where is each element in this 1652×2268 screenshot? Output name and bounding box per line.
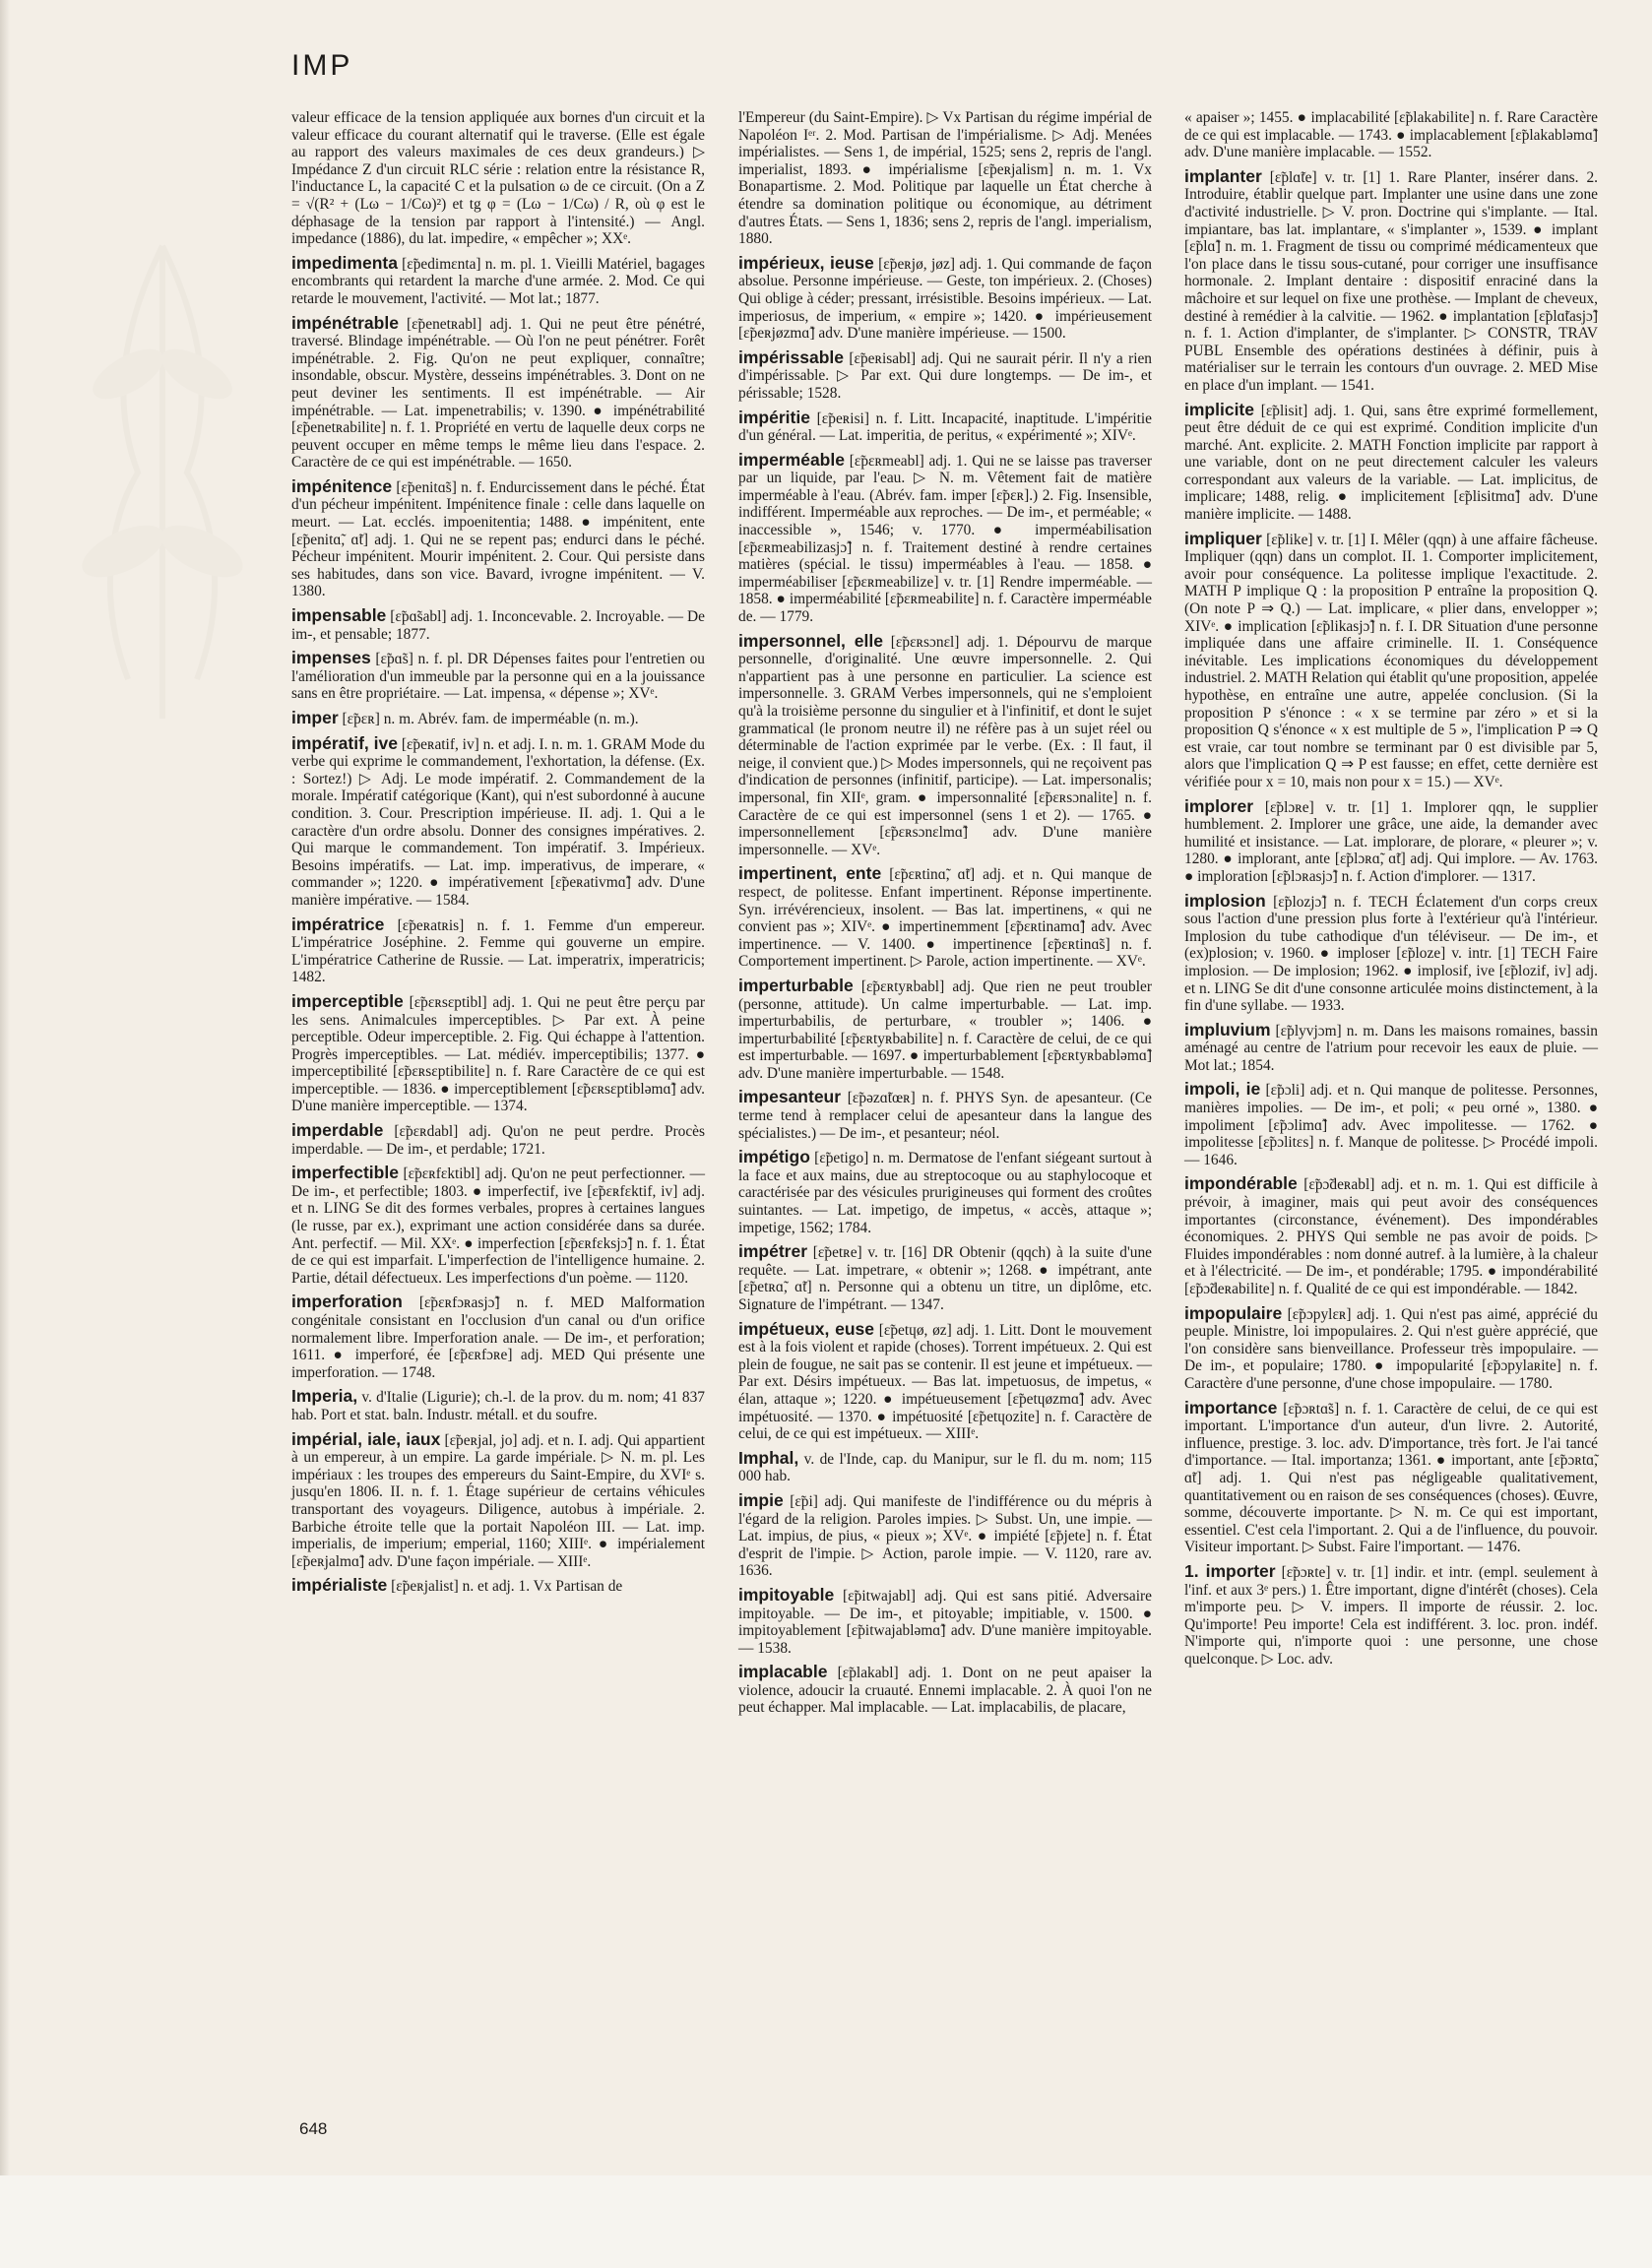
headword: impérialiste (291, 1575, 388, 1596)
headword: implanter (1184, 165, 1262, 186)
entry-definition: [ɛ̃plyvjɔm] n. m. Dans les maisons romaines, bassin aménagé au centre de l'atrium pour recevoir les eaux de pluie. — Mot lat.; 1854. (1184, 1022, 1598, 1074)
entry-definition: [ɛ̃pɛʀdabl] adj. Qu'on ne peut perdre. Procès imperdable. — De im-, et perdable; 1721. (291, 1123, 705, 1158)
page-number: 648 (299, 2119, 328, 2138)
entry-definition: [ɛ̃pɛʀtinɑ̃, ɑ̃t] adj. et n. Qui manque de respect, de politesse. Enfant impertinent. Réponse impertinente. Syn. irrévérencieux, insolent. — Bas lat. impertinens, « qui ne convient pas »; XIVᵉ. ● impertinemment [ɛ̃pɛʀtinamɑ̃] adv. Avec impertinence. — V. 1400. ● impertinence [ɛ̃pɛʀtinɑ̃s] n. f. Comportement impertinent. ▷ Parole, action impertinente. — XVᵉ. (738, 866, 1152, 971)
dictionary-entry (738, 1489, 1152, 1580)
entry-definition: [ɛ̃plike] v. tr. [1] I. Mêler (qqn) à une affaire fâcheuse. Impliquer (qqn) dans un complot. II. 1. Comporter implicitement, avoir pour conséquence. La politesse implique l'exactitude. 2. MATH P implique Q : la proposition P entraîne la proposition Q. (On note P ⇒ Q.) — Lat. implicare, « plier dans, envelopper »; XIVᵉ. ● implication [ɛ̃plikasjɔ̃] n. f. I. DR Situation d'une personne impliquée dans une affaire criminelle. II. 1. Conséquence inévitable. Les implications économiques du développement industriel. 2. MATH Relation qui établit qu'une proposition, appelée hypothèse, en entraîne une autre, appelée conclusion. (Si la proposition P s'énonce : « x se termine par zéro » et si la proposition Q s'énonce « x est multiple de 5 », l'implication P ⇒ Q est vraie, car tout nombre se terminant par 0 est divisible par 5, alors que l'implication Q ⇒ P est fausse; en effet, cette dernière est vérifiée pour x = 10, mais non pour x = 15.) — XVᵉ. (1184, 531, 1598, 790)
headword: impie (738, 1489, 784, 1510)
entry-definition: [ɛ̃petɥø, øz] adj. 1. Litt. Dont le mouvement est à la fois violent et rapide (choses). Torrent impétueux. 2. Qui est plein de fougue, ne sait pas se contenir. Il est jeune et impétueux. — Par ext. Désirs impétueux. — Bas lat. impetuosus, de impetus, « élan, attaque »; 1220. ● impétueusement [ɛ̃petɥøzmɑ̃] adv. Avec impétuosité. — 1370. ● impétuosité [ɛ̃petɥozite] n. f. Caractère de celui, de ce qui est impétueux. — XIIIᵉ. (738, 1321, 1152, 1443)
headword: impératrice (291, 914, 385, 934)
dictionary-entry (738, 1318, 1152, 1443)
column-3 (1184, 109, 1598, 1674)
dictionary-entry (1184, 1302, 1598, 1393)
headword: impétrer (738, 1241, 808, 1262)
headword: impensable (291, 605, 387, 626)
entry-definition: [ɛ̃pɔʀtɑ̃s] n. f. 1. Caractère de celui, de ce qui est important. L'importance d'un auteur, d'un livre. 2. Autorité, influence, prestige. 3. loc. adv. D'importance, très fort. Je l'ai tancé d'importance. — Ital. importanza; 1361. ● important, ante [ɛ̃pɔʀtɑ̃, ɑ̃t] adj. 1. Qui n'est pas négligeable qualitativement, quantitativement ou en raison de ses conséquences (choses). Œuvre, somme, découverte importante. ▷ N. m. Ce qui est important, essentiel. C'est cela l'important. 2. Qui a de l'influence, du pouvoir. Visiteur important. ▷ Subst. Faire l'important. — 1476. (1184, 1400, 1598, 1556)
headword: impéritie (738, 407, 810, 427)
headword: imperforation (291, 1292, 403, 1312)
entry-definition: valeur efficace de la tension appliquée aux bornes d'un circuit et la valeur efficace du courant alternatif qui le traverse. (Elle est égale au rapport des valeurs maximales de ces deux grandeurs.) ▷ Impédance Z d'un circuit RLC série : relation entre la résistance R, l'inductance L, la capacité C et la pulsation ω de ce circuit. (On a Z = √(R² + (Lω − 1/Cω)²) et tg φ = (Lω − 1/Cω) / R, où φ est le déphasage de la tension par rapport à l'intensité.) — Angl. impedance (1886), du lat. impedire, « empêcher »; XXᵉ. (291, 109, 705, 248)
dictionary-entry (738, 346, 1152, 403)
faint-plant-watermark (69, 226, 256, 738)
dictionary-entry (291, 732, 705, 910)
headword: imperdable (291, 1120, 384, 1141)
dictionary-entry (738, 865, 1152, 971)
headword: impénétrable (291, 312, 399, 333)
headword: imper (291, 708, 339, 727)
dictionary-entry (1184, 795, 1598, 886)
dictionary-entry (1184, 165, 1598, 395)
running-head: IMP (291, 49, 353, 82)
headword: impopulaire (1184, 1302, 1283, 1323)
headword: impoli, ie (1184, 1079, 1261, 1100)
entry-definition: [ɛ̃pɛʀsɔnɛl] adj. 1. Dépourvu de marque personnelle, d'originalité. Une œuvre impersonnelle. 2. Qui n'appartient pas à une personne en particulier. La science est impersonnelle. 3. GRAM Verbes impersonnels, qui ne s'emploient qu'à la troisième personne du singulier et à l'infinitif, et dont le sujet grammatical (le pronom neutre il) ne réfère pas à un sujet réel ou déterminable de l'action exprimée par le verbe. (Ex. : Il faut, il neige, il convient que.) ▷ Modes impersonnels, qui ne reçoivent pas d'indication de personnes (infinitif, participe). — Lat. impersonalis; impersonal, fin XIIᵉ, gram. ● impersonnalité [ɛ̃pɛʀsɔnalite] n. f. Caractère de ce qui est impersonnel (sens 1 et 2). — 1765. ● impersonnellement [ɛ̃pɛʀsɔnɛlmɑ̃] adv. D'une manière impersonnelle. — XVᵉ. (738, 633, 1153, 858)
entry-definition: [ɛ̃peʀjalist] n. et adj. 1. Vx Partisan de (391, 1578, 623, 1596)
entry-definition: [ɛ̃pɔʀte] v. tr. [1] indir. et intr. (empl. seulement à l'inf. et aux 3ᵉ pers.) 1. Être important, digne d'intérêt (choses). Cela m'importe peu. ▷ V. impers. Il importe de réussir. 2. loc. Qu'importe! Peu importe! Cela est indifférent. 3. loc. pron. indéf. N'importe qui, n'importe quoi : une personne, une chose quelconque. ▷ Loc. adv. (1184, 1563, 1598, 1668)
dictionary-entry (738, 1664, 1152, 1717)
headword: implosion (1184, 890, 1266, 911)
entry-definition: [ɛ̃pɛʀmeabl] adj. 1. Qui ne se laisse pas traverser par un liquide, par l'eau. ▷ N. m. Vêtement fait de matière imperméable à l'eau. (Abrév. fam. imper [ɛ̃pɛʀ].) 2. Fig. Insensible, indifférent. Imperméable aux reproches. — De im-, et perméable; « inaccessible », 1546; v. 1770. ● imperméabilisation [ɛ̃pɛʀmeabilizasjɔ̃] n. f. Traitement destiné à rendre certaines matières (spécial. le tissu) imperméables à l'eau. — 1858. ● imperméabiliser [ɛ̃pɛʀmeabilize] v. tr. [1] Rendre imperméable. — 1858. ● imperméabilité [ɛ̃pɛʀmeabilite] n. f. Caractère imperméable de. — 1779. (738, 452, 1152, 626)
dictionary-entry (291, 1388, 705, 1423)
headword: imperméable (738, 449, 845, 470)
dictionary-entry (291, 252, 705, 308)
headword: impesanteur (738, 1087, 842, 1107)
headword: impénitence (291, 475, 393, 496)
dictionary-entry (291, 109, 705, 248)
entry-definition: l'Empereur (du Saint-Empire). ▷ Vx Partisan du régime impérial de Napoléon Iᵉʳ. 2. Mod. Partisan de l'impérialisme. ▷ Adj. Menées impérialistes. — Sens 1, de impérial, 1525; sens 2, repris de l'angl. imperialist, 1893. ● impérialisme [ɛ̃peʀjalism] n. m. 1. Vx Bonapartisme. 2. Mod. Politique par laquelle un État cherche à étendre sa domination politique ou économique, au détriment d'autres États. — Sens 1, 1836; sens 2, repris de l'angl. imperialism, 1880. (738, 109, 1152, 248)
entry-definition: [ɛ̃peʀisi] n. f. Litt. Incapacité, inaptitude. L'impéritie d'un général. — Lat. imperitia, de peritus, « expérimenté »; XIVᵉ. (738, 410, 1152, 445)
entry-definition: [ɛ̃peʀatif, iv] n. et adj. I. n. m. 1. GRAM Mode du verbe qui exprime le commandement, l'exhortation, la défense. (Ex. : Sortez!) ▷ Adj. Le mode impératif. 2. Commandement de la morale. Impératif catégorique (Kant), qui n'est subordonné à aucune condition. 3. Cour. Prescription impérieuse. II. adj. 1. Qui a le caractère d'un ordre absolu. Donner des consignes impératives. 2. Qui marque le commandement. Ton impératif. 3. Impérieux. Besoins impératifs. — Lat. imp. imperativus, de imperare, « commander »; 1220. ● impérativement [ɛ̃peʀativmɑ̃] adv. D'une manière impérative. — 1584. (291, 735, 705, 909)
entry-definition: [ɛ̃peʀatʀis] n. f. 1. Femme d'un empereur. L'impératrice Joséphine. 2. Femme qui gouverne un empire. L'impératrice Catherine de Russie. — Lat. imperatrix, imperatricis; 1482. (291, 916, 705, 986)
dictionary-entry (1184, 1019, 1598, 1075)
entry-definition: [ɛ̃peʀjal, jo] adj. et n. I. adj. Qui appartient à un empereur, à un empire. La garde impériale. ▷ N. m. pl. Les impériaux : les troupes des empereurs du Saint-Empire, du XVIᵉ s. jusqu'en 1806. II. n. f. 1. Étage supérieur de certains véhicules transportant des voyageurs. Diligence, autobus à impériale. 2. Barbiche étroite telle que la portait Napoléon III. — Lat. imp. imperialis, de imperium; emperial, 1160; XIIIᵉ. ● impérialement [ɛ̃peʀjalmɑ̃] adv. D'une façon impériale. — XIIIᵉ. (291, 1431, 705, 1570)
dictionary-entry (291, 607, 705, 643)
headword: impétueux, euse (738, 1318, 875, 1339)
dictionary-entry (1184, 109, 1598, 161)
headword: impérissable (738, 346, 844, 367)
headword: implicite (1184, 399, 1254, 419)
dictionary-entry (291, 1122, 705, 1158)
dictionary-entry (1184, 1397, 1598, 1556)
dictionary-entry (291, 475, 705, 600)
entry-definition: [ɛ̃pɑ̃sabl] adj. 1. Inconcevable. 2. Incroyable. — De im-, et pensable; 1877. (291, 608, 705, 643)
headword: importance (1184, 1397, 1278, 1418)
entry-definition: [ɛ̃peʀisabl] adj. Qui ne saurait périr. Il n'y a rien d'impérissable. ▷ Par ext. Qui dure longtemps. — De im-, et périssable; 1528. (738, 349, 1152, 402)
entry-definition: [ɛ̃pɛʀfɛktibl] adj. Qu'on ne peut perfectionner. — De im-, et perfectible; 1803. ● imperfectif, ive [ɛ̃pɛʀfɛktif, iv] adj. et n. LING Se dit des formes verbales, propres à certaines langues (le russe, par ex.), exprimant une action considérée dans sa durée. Ant. perfectif. — Mil. XXᵉ. ● imperfection [ɛ̃pɛʀfɛksjɔ̃] n. f. 1. État de ce qui est imparfait. L'imperfection de l'intelligence humaine. 2. Partie, détail défectueux. Les imperfections d'un poème. — 1120. (291, 1166, 705, 1287)
dictionary-entry (738, 1243, 1152, 1313)
dictionary-entry (738, 407, 1152, 445)
entry-definition: v. de l'Inde, cap. du Manipur, sur le fl. du m. nom; 115 000 hab. (738, 1450, 1152, 1485)
headword: 1. importer (1184, 1560, 1276, 1581)
headword: imperfectible (291, 1163, 399, 1183)
dictionary-entry (291, 312, 705, 472)
headword: Imphal, (738, 1447, 799, 1468)
entry-definition: [ɛ̃pɔli] adj. et n. Qui manque de politesse. Personnes, manières impolies. — De im-, et poli; « peu orné », 1380. ● impoliment [ɛ̃pɔlimɑ̃] adv. Avec impolitesse. — 1762. ● impolitesse [ɛ̃pɔlitɛs] n. f. Manque de politesse. ▷ Procédé impoli. — 1646. (1184, 1082, 1598, 1168)
entry-definition: [ɛ̃pəzɑ̃tœʀ] n. f. PHYS Syn. de apesanteur. (Ce terme tend à remplacer celui de apesanteur dans la langue des spécialistes.) — De im-, et pesanteur; néol. (738, 1090, 1152, 1142)
entry-definition: [ɛ̃pɛʀsɛptibl] adj. 1. Qui ne peut être perçu par les sens. Animalcules imperceptibles. ▷ Par ext. À peine perceptible. Odeur imperceptible. 2. Fig. Qui échappe à l'attention. Progrès imperceptibles. — Lat. médiév. imperceptibilis; 1377. ● imperceptibilité [ɛ̃pɛʀsɛptibilite] n. f. Rare Caractère de ce qui est imperceptible. — 1836. ● imperceptiblement [ɛ̃pɛʀsɛptibləmɑ̃] adv. D'une manière imperceptible. — 1374. (291, 993, 705, 1115)
dictionary-entry (738, 1149, 1152, 1236)
entry-definition: [ɛ̃pɔpylɛʀ] adj. 1. Qui n'est pas aimé, apprécié du peuple. Ministre, loi impopulaires. 2. Qui n'est guère apprécié, que l'on considère sans bienveillance. Professeur très impopulaire. — De im-, et populaire; 1780. ● impopularité [ɛ̃pɔpylaʀite] n. f. Caractère d'une personne, d'une chose impopulaire. — 1780. (1184, 1305, 1598, 1392)
entry-definition: [ɛ̃pi] adj. Qui manifeste de l'indifférence ou du mépris à l'égard de la religion. Paroles impies. ▷ Subst. Un, une impie. — Lat. impius, de pius, « pieux »; XVᵉ. ● impiété [ɛ̃pjete] n. f. État d'esprit de l'impie. ▷ Action, parole impie. — V. 1120, rare av. 1636. (738, 1492, 1152, 1580)
page-bottom-margin (0, 2175, 1652, 2268)
entry-definition: [ɛ̃pedimɛnta] n. m. pl. 1. Vieilli Matériel, bagages encombrants qui retardent la marche d'une armée. 2. Mod. Ce qui retarde le mouvement, l'activité. — Mot lat.; 1877. (291, 255, 705, 307)
entry-definition: « apaiser »; 1455. ● implacabilité [ɛ̃plakabilite] n. f. Rare Caractère de ce qui est implacable. — 1743. ● implacablement [ɛ̃plakabləmɑ̃] adv. D'une manière implacable. — 1552. (1184, 109, 1598, 161)
entry-definition: [ɛ̃pɛʀ] n. m. Abrév. fam. de imperméable (n. m.). (342, 711, 639, 727)
dictionary-entry (291, 916, 705, 986)
dictionary-entry (291, 650, 705, 703)
headword: impedimenta (291, 252, 398, 273)
headword: imperturbable (738, 975, 854, 995)
dictionary-entry (1184, 1081, 1598, 1168)
headword: implorer (1184, 795, 1254, 816)
column-1 (291, 109, 705, 1603)
entry-definition: [ɛ̃plisit] adj. 1. Qui, sans être exprimé formellement, peut être déduit de ce qui est exprimé. Condition implicite d'un marché. Ant. explicite. 2. MATH Fonction implicite par rapport à une variable, dont on ne peut directement calculer les valeurs correspondant aux valeurs de la variable. — Lat. implicitus, de implicare; 1488, relig. ● implicitement [ɛ̃plisitmɑ̃] adv. D'une manière implicite. — 1488. (1184, 402, 1598, 524)
entry-definition: [ɛ̃petigo] n. m. Dermatose de l'enfant siégeant surtout à la face et aux mains, due au streptocoque ou au staphylocoque et caractérisée par des vésicules prurigineuses qui forment des croûtes suintantes. — Lat. impetigo, de impetus, « accès, attaque »; impetige, 1562; 1784. (738, 1150, 1152, 1236)
headword: impenses (291, 648, 371, 668)
dictionary-entry (291, 1165, 705, 1287)
dictionary-entry (291, 1577, 705, 1596)
dictionary-entry (1184, 890, 1599, 1015)
entry-definition: [ɛ̃petʀe] v. tr. [16] DR Obtenir (qqch) à la suite d'une requête. — Lat. impetrare, « obtenir »; 1268. ● impétrant, ante [ɛ̃petʀɑ̃, ɑ̃t] n. Personne qui a obtenu un titre, un diplôme, etc. Signature de l'impétrant. — 1347. (738, 1244, 1153, 1313)
dictionary-entry (738, 1584, 1152, 1657)
headword: impératif, ive (291, 732, 398, 753)
entry-definition: [ɛ̃pɑ̃s] n. f. pl. DR Dépenses faites pour l'entretien ou l'amélioration d'un immeuble par la personne qui en a la jouissance sans en être propriétaire. — Lat. impensa, « dépense »; XVᵉ. (291, 651, 705, 703)
dictionary-entry (1184, 1175, 1598, 1297)
entry-definition: [ɛ̃pɛʀfɔʀasjɔ̃] n. f. MED Malformation congénitale consistant en l'occlusion d'un canal ou d'un orifice normalement libre. Imperforation anale. — De im-, et perforation; 1611. ● imperforé, ée [ɛ̃pɛʀfɔʀe] adj. MED Qui présente une imperforation. — 1748. (291, 1294, 705, 1381)
entry-definition: [ɛ̃pitwajabl] adj. Qui est sans pitié. Adversaire impitoyable. — De im-, et pitoyable; impitiable, v. 1500. ● impitoyablement [ɛ̃pitwajabləmɑ̃] adv. D'une manière impitoyable. — 1538. (738, 1587, 1152, 1657)
dictionary-entry (738, 449, 1152, 626)
dictionary-entry (738, 252, 1153, 343)
dictionary-entry (291, 1428, 705, 1571)
dictionary-entry (738, 109, 1152, 248)
entry-definition: v. d'Italie (Ligurie); ch.-l. de la prov. du m. nom; 41 837 hab. Port et stat. baln. Industr. métall. et du soufre. (291, 1389, 705, 1423)
entry-definition: [ɛ̃plakabl] adj. 1. Dont on ne peut apaiser la violence, adoucir la cruauté. Ennemi implacable. 2. À quoi l'on ne peut échapper. Mal implacable. — Lat. implacabilis, de placare, (738, 1665, 1152, 1717)
headword: implacable (738, 1662, 828, 1682)
headword: impluvium (1184, 1019, 1271, 1040)
headword: impondérable (1184, 1173, 1298, 1194)
dictionary-entry (1184, 399, 1598, 524)
headword: imperceptible (291, 990, 404, 1011)
dictionary-entry (1184, 1560, 1598, 1669)
dictionary-entry (738, 630, 1153, 859)
headword: impersonnel, elle (738, 630, 883, 651)
entry-definition: [ɛ̃peʀjø, jøz] adj. 1. Qui commande de façon absolue. Personne impérieuse. — Geste, ton impérieux. 2. (Choses) Qui oblige à céder; pressant, irrésistible. Besoins impérieux. — Lat. imperiosus, de imperium, « empire »; 1420. ● impérieusement [ɛ̃peʀjøzmɑ̃] adv. D'une manière impérieuse. — 1500. (738, 255, 1153, 343)
entry-definition: [ɛ̃plɔʀe] v. tr. [1] 1. Implorer qqn, le supplier humblement. 2. Implorer une grâce, une aide, la demander avec humilité et insistance. — Lat. implorare, de plorare, « pleurer »; v. 1280. ● implorant, ante [ɛ̃plɔʀɑ̃, ɑ̃t] adj. Qui implore. — Av. 1763. ● imploration [ɛ̃plɔʀasjɔ̃] n. f. Action d'implorer. — 1317. (1184, 798, 1598, 885)
dictionary-entry (738, 1447, 1152, 1485)
headword: impitoyable (738, 1584, 835, 1605)
headword: Imperia, (291, 1386, 358, 1407)
dictionary-entry (291, 710, 705, 728)
dictionary-entry (1184, 528, 1598, 791)
dictionary-entry (291, 990, 705, 1115)
dictionary-entry (738, 1089, 1152, 1142)
dictionary-entry (738, 977, 1152, 1083)
entry-definition: [ɛ̃pɛʀtyʀbabl] adj. Que rien ne peut troubler (personne, attitude). Un calme imperturbable. — Lat. imp. imperturbabilis, de perturbare, « troubler »; 1406. ● imperturbabilité [ɛ̃pɛʀtyʀbabilite] n. f. Caractère de celui, de ce qui est imperturbable. — 1697. ● imperturbablement [ɛ̃pɛʀtyʀbabləmɑ̃] adv. D'une manière imperturbable. — 1548. (738, 977, 1152, 1082)
headword: impétigo (738, 1147, 810, 1167)
headword: impérieux, ieuse (738, 252, 874, 273)
dictionary-entry (291, 1293, 705, 1381)
page-edge-shadow (0, 0, 10, 2268)
entry-definition: [ɛ̃pɔ̃deʀabl] adj. et n. m. 1. Qui est difficile à prévoir, à imaginer, mais qui peut avoir des conséquences importantes (circonstance, événement). Des impondérables économiques. 2. PHYS Qui semble ne pas avoir de poids. ▷ Fluides impondérables : nom donné autref. à la lumière, à la chaleur et à l'électricité. — De im-, et pondérable; 1795. ● impondérabilité [ɛ̃pɔ̃deʀabilite] n. f. Qualité de ce qui est impondérable. — 1842. (1184, 1176, 1598, 1297)
entry-definition: [ɛ̃plɑ̃te] v. tr. [1] 1. Rare Planter, insérer dans. 2. Introduire, établir quelque part. Implanter une usine dans une zone d'activité industrielle. ▷ V. pron. Doctrine qui s'implante. — Ital. impiantare, bas lat. implantare, « s'implanter », 1539. ● implant [ɛ̃plɑ̃] n. m. 1. Fragment de tissu ou comprimé médicamenteux que l'on place dans le tissu sous-cutané, pour corriger une insuffisance hormonale. 2. Implant dentaire : dispositif enraciné dans la mâchoire et sur lequel on fixe une prothèse. — Implant de cheveux, destiné à remédier à la calvitie. — 1962. ● implantation [ɛ̃plɑ̃tasjɔ̃] n. f. 1. Action d'implanter, de s'implanter. ▷ CONSTR, TRAV PUBL Ensemble des opérations destinées à définir, puis à matérialiser sur le terrain les contours d'un ouvrage. 2. MED Mise en place d'un implant. — 1541. (1184, 168, 1598, 394)
headword: impertinent, ente (738, 863, 882, 884)
entry-definition: [ɛ̃penetʀabl] adj. 1. Qui ne peut être pénétré, traversé. Blindage impénétrable. — Où l'on ne peut pénétrer. Forêt impénétrable. 2. Fig. Qu'on ne peut expliquer, connaître; insondable, obscur. Mystère, desseins impénétrables. 3. Dont on ne peut deviner les sentiments. Il est impénétrable. — Air impénétrable. — Lat. impenetrabilis; v. 1390. ● impénétrabilité [ɛ̃penetʀabilite] n. f. 1. Propriété en vertu de laquelle deux corps ne peuvent occuper en même temps le même lieu dans l'espace. 2. Caractère de ce qui est impénétrable. — 1650. (291, 315, 705, 472)
headword: impérial, iale, iaux (291, 1428, 441, 1449)
column-2 (738, 109, 1152, 1724)
entry-definition: [ɛ̃penitɑ̃s] n. f. Endurcissement dans le péché. État d'un pécheur impénitent. Impénitence finale : celle dans laquelle on meurt. — Lat. ecclés. impoenitentia; 1488. ● impénitent, ente [ɛ̃penitɑ̃, ɑ̃t] adj. 1. Qui ne se repent pas; endurci dans le péché. Pécheur impénitent. Mourir impénitent. 2. Cour. Qui persiste dans ses habitudes, dans son vice. Bavard, ivrogne impénitent. — V. 1380. (291, 478, 705, 600)
headword: impliquer (1184, 528, 1262, 548)
entry-definition: [ɛ̃plozjɔ̃] n. f. TECH Éclatement d'un corps creux sous l'action d'une pression plus forte à l'extérieur qu'à l'intérieur. Implosion du tube cathodique d'un téléviseur. — De im-, et (ex)plosion; v. 1960. ● imploser [ɛ̃ploze] v. intr. [1] TECH Faire implosion. — De implosion; 1962. ● implosif, ive [ɛ̃plozif, iv] adj. et n. LING Se dit d'une consonne articulée moins distinctement, à la fin d'une syllabe. — 1933. (1184, 893, 1599, 1015)
